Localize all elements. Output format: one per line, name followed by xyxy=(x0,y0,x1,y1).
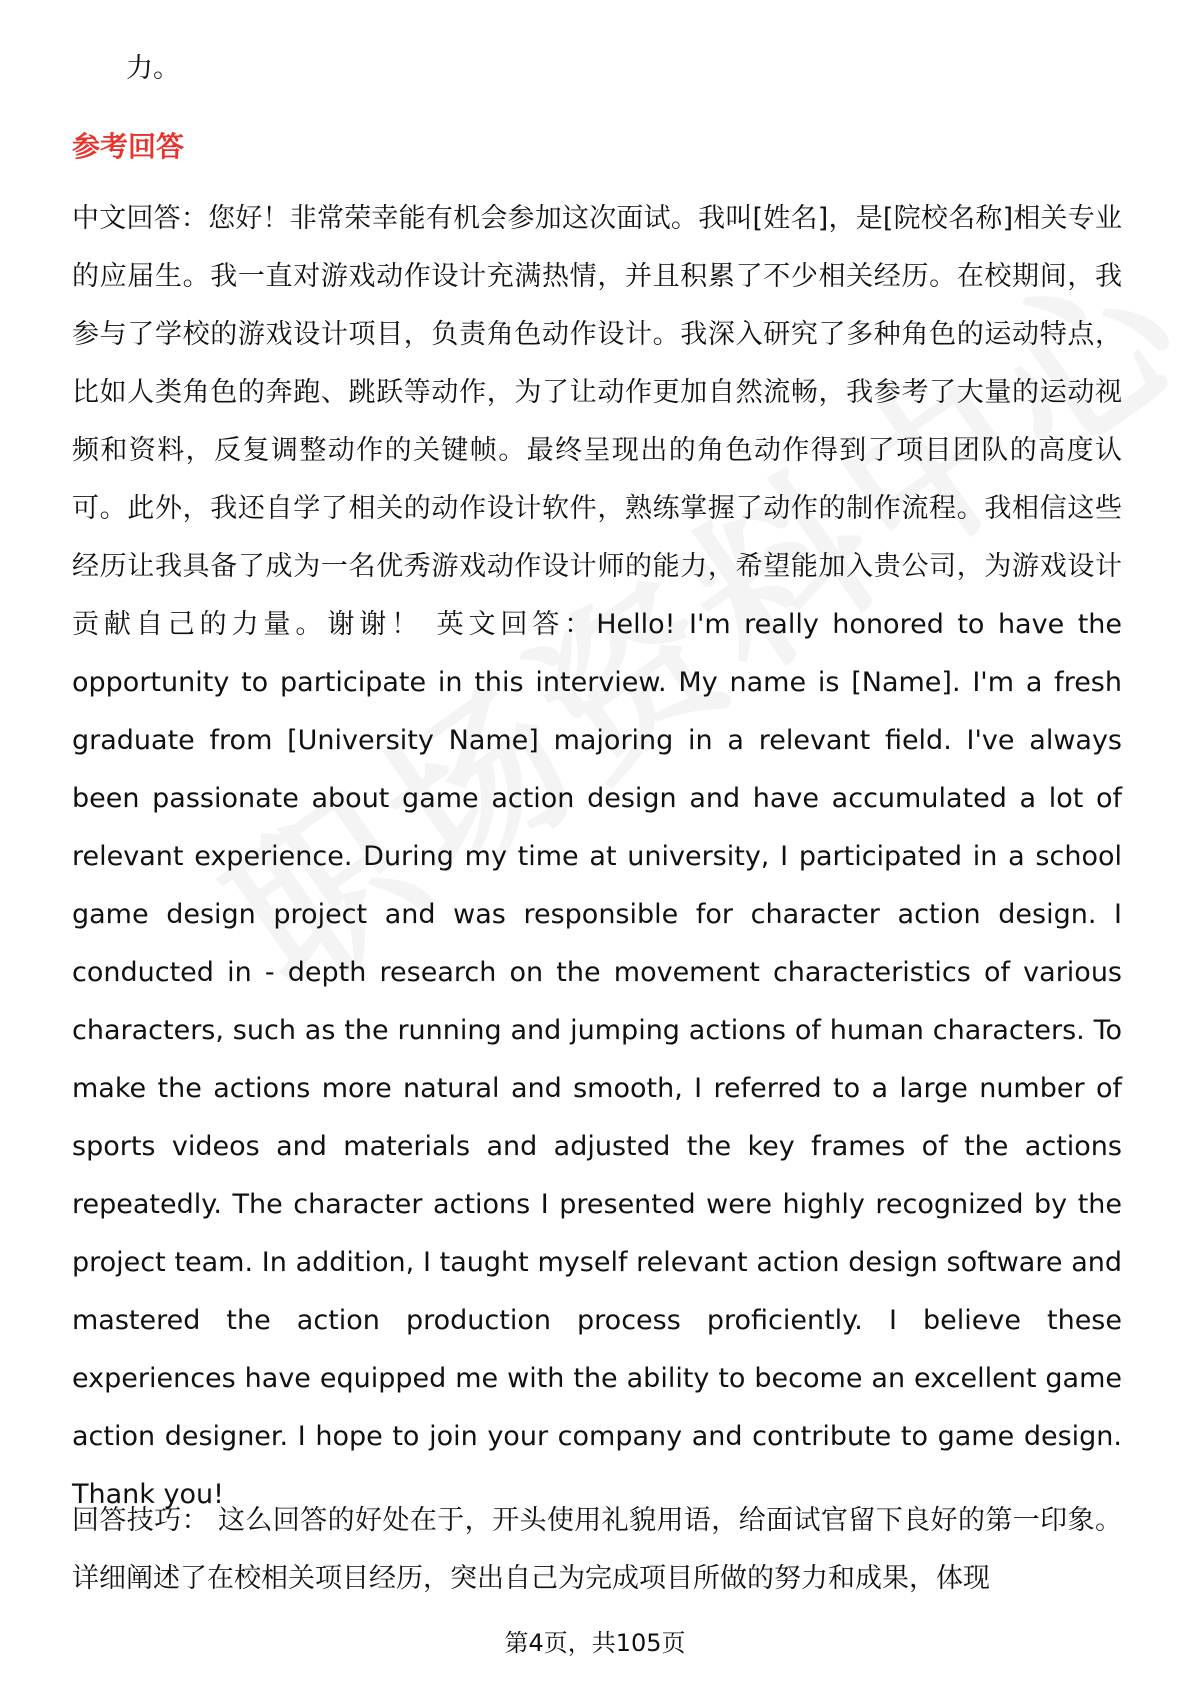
answer-tips-paragraph: 回答技巧： 这么回答的好处在于，开头使用礼貌用语，给面试官留下良好的第一印象。详细阐述了在校相关项目经历，突出自己为完成项目所做的努力和成果，体现 xyxy=(72,1505,1122,1594)
page-number-footer: 第4页，共105页 xyxy=(504,1629,686,1657)
continued-paragraph: 力。 xyxy=(126,53,180,84)
answer-chinese-text: 中文回答：您好！非常荣幸能有机会参加这次面试。我叫[姓名]，是[院校名称]相关专业的应届生。我一直对游戏动作设计充满热情，并且积累了不少相关经历。在校期间，我参与了学校的游戏设计项目，负责角色动作设计。我深入研究了多种角色的运动特点，比如人类角色的奔跑、跳跃等动作，为了让动作更加自然流畅，我参考了大量的运动视频和资料，反复调整动作的关键帧。最终呈现出的角色动作得到了项目团队的高度认可。此外，我还自学了相关的动作设计软件，熟练掌握了动作的制作流程。我相信这些经历让我具备了成为一名优秀游戏动作设计师的能力，希望能加入贵公司，为游戏设计贡献自己的力量。谢谢！ xyxy=(72,203,1122,640)
section-heading: 参考回答 xyxy=(72,130,185,163)
reference-answer-paragraph xyxy=(72,190,1122,1524)
answer-english-text: 英文回答：Hello! I'm really honored to have the opportunity to participate in this interview. My name is [Name]. I'm a fresh graduate from [University Name] majoring in a relevant field. I've always been passionate about game action design and have accumulated a lot of relevant experience. During my time at university, I participated in a school game design project and was responsible for character action design. I conducted in - depth research on the movement characteristics of various characters, such as the running and jumping actions of human characters. To make the actions more natural and smooth, I referred to a large number of sports videos and materials and adjusted the key frames of the actions repeatedly. The character actions I presented were highly recognized by the project team. In addition, I taught myself relevant action design software and mastered the action production process proficiently. I believe these experiences have equipped me with the ability to become an excellent game action designer. I hope to join your company and contribute to game design. Thank you! xyxy=(72,609,1122,1510)
